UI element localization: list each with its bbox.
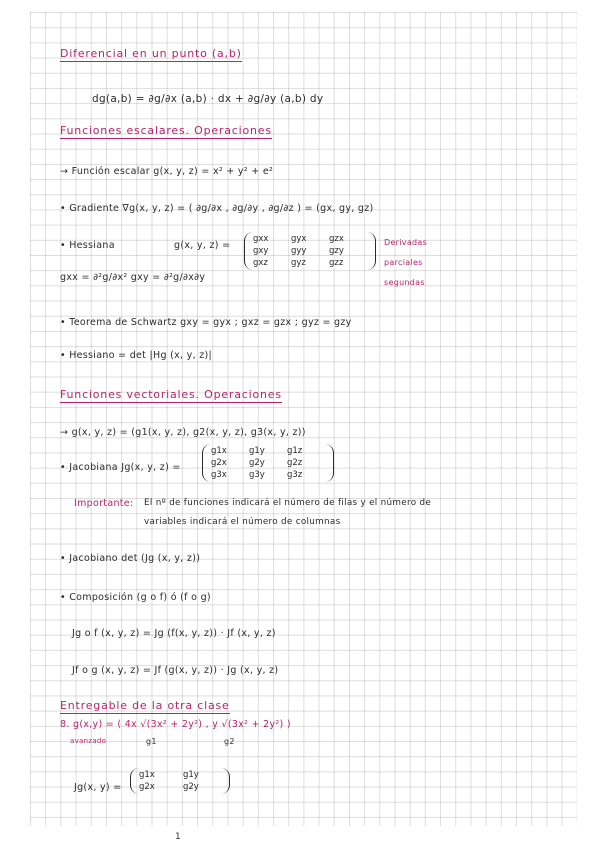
matrix-cell: g3z: [287, 470, 303, 480]
jacobian-matrix: [202, 444, 334, 482]
g2-label: g2: [224, 737, 235, 746]
matrix-cell: g1x: [139, 770, 155, 780]
schwartz-theorem-line: • Teorema de Schwartz gxy = gyx ; gxz = gzx ; gyz = gzy: [60, 317, 352, 328]
matrix-cell: gyx: [291, 234, 307, 244]
important-text-2: variables indicará el número de columnas: [144, 517, 341, 527]
composition-formula-1: Jg o f (x, y, z) = Jg (f(x, y, z)) · Jf (x, y, z): [72, 628, 276, 639]
matrix-cell: gzz: [329, 258, 344, 268]
matrix-cell: gxy: [253, 246, 269, 256]
section-heading-vector: Funciones vectoriales. Operaciones: [60, 388, 282, 401]
hessian-function: g(x, y, z) =: [174, 240, 231, 251]
scalar-function-line: → Función escalar g(x, y, z) = x² + y² + e²: [60, 166, 274, 177]
page-title: Diferencial en un punto (a,b): [60, 47, 242, 60]
hessian-label: • Hessiana: [60, 240, 115, 251]
exercise-line: 8. g(x,y) = ( 4x √(3x² + 2y²) , y √(3x² + 2y²) ): [60, 719, 291, 730]
jacobian-label: • Jacobiana Jg(x, y, z) =: [60, 462, 181, 473]
matrix-cell: g2x: [211, 458, 227, 468]
matrix-cell: g1y: [183, 770, 199, 780]
hessian-note-2: parciales: [384, 258, 423, 267]
matrix-cell: gzx: [329, 234, 344, 244]
page-number: 1: [175, 832, 181, 842]
section-heading-deliverable: Entregable de la otra clase: [60, 699, 230, 712]
matrix-cell: gxz: [253, 258, 268, 268]
matrix-cell: gyz: [291, 258, 306, 268]
matrix-cell: g1x: [211, 446, 227, 456]
important-label: Importante:: [74, 498, 134, 509]
important-text-1: El nº de funciones indicará el número de filas y el número de: [144, 498, 432, 508]
matrix-cell: gxx: [253, 234, 269, 244]
matrix-cell: g1z: [287, 446, 303, 456]
gradient-line: • Gradiente ∇g(x, y, z) = ( ∂g/∂x , ∂g/∂y , ∂g/∂z ) = (gx, gy, gz): [60, 203, 374, 214]
section-heading-scalar: Funciones escalares. Operaciones: [60, 124, 272, 137]
hessiano-line: • Hessiano = det |Hg (x, y, z)|: [60, 350, 213, 361]
matrix-cell: gzy: [329, 246, 344, 256]
vector-function-line: → g(x, y, z) = (g1(x, y, z), g2(x, y, z), g3(x, y, z)): [60, 427, 306, 438]
matrix-cell: g2y: [249, 458, 265, 468]
matrix-cell: g2y: [183, 782, 199, 792]
matrix-cell: g3x: [211, 470, 227, 480]
matrix-cell: gyy: [291, 246, 307, 256]
exercise-note: avanzado: [70, 737, 107, 745]
hessian-note-1: Derivadas: [384, 238, 428, 247]
composition-formula-2: Jf o g (x, y, z) = Jf (g(x, y, z)) · Jg (x, y, z): [72, 665, 279, 676]
hessian-note-3: segundas: [384, 278, 425, 287]
second-derivative-line: gxx = ∂²g/∂x² gxy = ∂²g/∂x∂y: [60, 272, 206, 283]
matrix-cell: g1y: [249, 446, 265, 456]
hessian-matrix: [244, 232, 376, 270]
matrix-cell: g2z: [287, 458, 303, 468]
jacobian-xy-label: Jg(x, y) =: [74, 782, 122, 793]
jacobian-xy-matrix: [130, 768, 230, 794]
g1-label: g1: [146, 737, 157, 746]
differential-formula: dg(a,b) = ∂g/∂x (a,b) · dx + ∂g/∂y (a,b) dy: [92, 93, 324, 105]
matrix-cell: g3y: [249, 470, 265, 480]
matrix-cell: g2x: [139, 782, 155, 792]
composition-line: • Composición (g o f) ó (f o g): [60, 592, 211, 603]
jacobiano-line: • Jacobiano det (Jg (x, y, z)): [60, 553, 201, 564]
